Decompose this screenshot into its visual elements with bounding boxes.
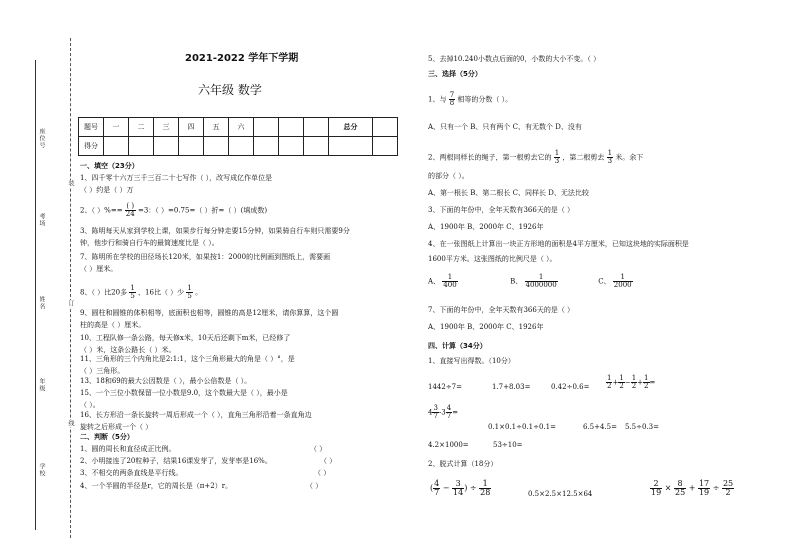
- calc-item: 0.42÷0.6=: [551, 383, 590, 391]
- fraction: [449, 92, 455, 107]
- calc-expression: 0.5×2.5×12.5×64: [528, 490, 593, 498]
- denominator: 4000000: [525, 281, 557, 289]
- denominator: 2: [644, 382, 649, 390]
- question-text: 9、圆柱和圆锥的体积相等，底面积也相等，圆锥的高是12厘米，请你算算，这个圆: [80, 309, 339, 317]
- answer-blank: （ ）: [314, 469, 331, 477]
- table-cell-total: 总分: [329, 118, 373, 137]
- text-segment: 4: [428, 408, 433, 417]
- question-text: 3、陈明每天从家到学校上课，如果步行每分钟走要15分钟，如果骑自行车则只需要9分: [80, 227, 350, 235]
- choice-options: A、第一根长 B、第二根长 C、同样长 D、无法比较: [428, 189, 589, 197]
- answer-blank: （ ）: [320, 457, 337, 465]
- table-cell: [329, 137, 373, 156]
- question-text: 1600平方米。这张图纸的比例尺是（ ）。: [428, 255, 557, 263]
- denominator: 14: [453, 488, 464, 497]
- numerator: 1: [187, 284, 192, 292]
- text-segment: =3：（ ）=0.75=（ ）折=（ ）(填成数): [137, 206, 268, 215]
- question-text: 7、下面的年份中，全年天数有366天的是（ ）: [428, 306, 575, 314]
- subsection-title: 2、脱式计算（18分）: [428, 460, 498, 468]
- table-cell: 一: [104, 118, 129, 137]
- question-text: 3、下面的年份中，全年天数有366天的是（ ）: [428, 206, 575, 214]
- calc-item: 5.5÷0.3=: [625, 423, 659, 431]
- numerator: 1: [130, 284, 135, 292]
- fraction: [722, 480, 734, 497]
- text-segment: ，第二根剪去: [562, 153, 605, 162]
- section-2-title: 二、判断（5分）: [80, 433, 134, 441]
- text-segment: 米。余下: [615, 153, 644, 162]
- numerator: ( ): [126, 202, 135, 210]
- grade-subject-title: 六年级 数学: [198, 83, 262, 97]
- table-cell: [279, 118, 304, 137]
- numerator: 1: [442, 274, 457, 282]
- fraction: [607, 150, 613, 165]
- table-cell: [304, 137, 329, 156]
- table-cell: 得分: [79, 137, 104, 156]
- text-segment: 2、两根同样长的绳子，第一根剪去它的: [428, 153, 552, 162]
- table-cell: [154, 137, 179, 156]
- numerator: 4: [446, 404, 452, 412]
- question-text: 5、去掉10.240小数点后面的0，小数的大小不变。（ ）: [428, 55, 601, 63]
- text-segment: C、: [598, 277, 611, 286]
- fraction: [674, 480, 686, 497]
- table-cell: 五: [204, 118, 229, 137]
- question-text: [80, 285, 202, 300]
- numerator: 1: [613, 274, 633, 282]
- binding-label-name: 姓名: [38, 296, 45, 310]
- numerator: 7: [449, 91, 455, 99]
- question-text: 旋转之后形成一个（ ）: [80, 423, 153, 431]
- table-cell: [254, 137, 279, 156]
- question-text: 柱的高是（ ）厘米。: [80, 321, 146, 329]
- numerator: 1: [607, 149, 613, 157]
- score-table-score-row: [79, 137, 398, 156]
- question-text: 7、陈明所在学校的田径场长120米，如果按1：2000的比例画到图纸上，需要画: [80, 253, 331, 261]
- score-table: [78, 117, 398, 156]
- numerator: 1: [525, 274, 558, 282]
- text-segment: =: [452, 408, 459, 417]
- text-segment: A、: [428, 277, 441, 286]
- denominator: 2: [631, 382, 637, 390]
- fraction: [129, 285, 135, 300]
- binding-label-school: 学校: [38, 463, 45, 477]
- denominator: 2: [619, 382, 624, 390]
- choice-options: A、1900年 B、2000年 C、1926年: [428, 323, 544, 331]
- calc-expression: $\frac{2}{19}$ × $\frac{8}{25}$ + $\frac{17}{19}$ ÷ $\frac{25}{2}$: [651, 479, 734, 497]
- section-4-title: 四、计算（34分）: [428, 342, 487, 350]
- fraction: [479, 480, 491, 497]
- denominator: 24: [125, 210, 135, 218]
- denominator: 28: [480, 488, 491, 497]
- text-segment: -3: [438, 408, 446, 417]
- denominator: 7: [446, 412, 452, 420]
- question-text: 16、长方形沿一条长旋转一周后形成一个（ ），直角三角形沿着一条直角边: [80, 411, 312, 419]
- denominator: 19: [651, 488, 662, 497]
- numerator: 4: [434, 479, 440, 488]
- table-cell: 二: [129, 118, 154, 137]
- question-text: [428, 92, 512, 107]
- calc-expression: ( $\frac{4}{7}$ − $\frac{3}{14}$ ) ÷ $\frac{1}{28}$: [430, 479, 491, 497]
- question-text: 1、圆的周长和直径成正比例。: [80, 445, 176, 453]
- binding-label-room: 考场: [38, 213, 45, 227]
- table-cell: [179, 137, 204, 156]
- question-text: （ ）厘米。: [80, 265, 118, 273]
- numerator: 17: [698, 479, 710, 488]
- binding-mark-zhuang: 装: [67, 180, 74, 187]
- question-text: 11、三角形的三个内角比是2:1:1，这个三角形最大的角是（ ）°，是: [80, 355, 295, 363]
- text-segment: 1、与: [428, 95, 447, 104]
- fraction: [125, 203, 136, 218]
- numerator: 25: [722, 479, 734, 488]
- denominator: 5: [130, 292, 135, 300]
- question-text: [428, 150, 643, 165]
- question-text: 1、四千零十六万三千三百二十七写作（ ），改写成亿作单位是: [80, 174, 273, 182]
- fraction: [650, 480, 662, 497]
- calc-item: 1.7+8.03=: [492, 383, 531, 391]
- section-1-title: 一、填空（23分）: [80, 162, 139, 170]
- answer-blank: （ ）: [310, 445, 327, 453]
- table-cell: [373, 137, 398, 156]
- text-segment: ，16比（ ）少: [138, 288, 185, 297]
- fraction: [631, 375, 637, 390]
- table-cell: [279, 137, 304, 156]
- choice-options: A、1900年 B、2000年 C、1926年: [428, 223, 544, 231]
- question-text: 3、不相交的两条直线是平行线。: [80, 469, 183, 477]
- fraction: [643, 375, 649, 390]
- calc-item: 53÷10=: [493, 441, 523, 449]
- table-cell: [254, 118, 279, 137]
- fraction: [606, 375, 612, 390]
- section-3-title: 三、选择（5分）: [428, 70, 482, 78]
- numerator: 8: [674, 480, 686, 489]
- table-cell: 六: [229, 118, 254, 137]
- table-cell: [129, 137, 154, 156]
- denominator: 3: [607, 157, 613, 165]
- cut-line: [70, 38, 71, 538]
- question-text: 钟，他步行和骑自行车的最简速度比是（ ）。: [80, 239, 219, 247]
- choice-options: [428, 274, 633, 289]
- calc-item: 0.1×0.1÷0.1÷0.1=: [488, 423, 556, 431]
- numerator: 1: [554, 149, 560, 157]
- table-cell: [204, 137, 229, 156]
- numerator: 3: [433, 404, 438, 412]
- choice-options: A、只有一个 B、只有两个 C、有无数个 D、没有: [428, 123, 582, 131]
- calc-item: 1442÷7=: [428, 383, 462, 391]
- question-text: [80, 203, 267, 218]
- question-text: 4、一个半圆的半径是r，它的周长是（π+2）r。: [80, 482, 233, 490]
- numerator: 1: [631, 374, 637, 382]
- fraction: [186, 285, 192, 300]
- fraction: [452, 480, 464, 497]
- binding-label-seat: 座位号: [38, 128, 45, 149]
- numerator: 1: [619, 374, 624, 382]
- question-text: 4、在一张图纸上计算出一块正方形地的面积是4平方厘米，已知这块地的实际面积是: [428, 240, 689, 248]
- binding-mark-ding: 订: [67, 300, 74, 307]
- question-text: （ ）。: [80, 401, 100, 409]
- text-segment: 。: [195, 288, 203, 297]
- calc-item: 6.5+4.5=: [583, 423, 617, 431]
- table-cell: [229, 137, 254, 156]
- binding-label-grade: 年级: [38, 378, 45, 392]
- table-cell: [104, 137, 129, 156]
- denominator: 2: [607, 382, 612, 390]
- denominator: 8: [449, 99, 455, 107]
- fraction: [613, 274, 633, 289]
- denominator: 3: [554, 157, 560, 165]
- table-cell: 题号: [79, 118, 104, 137]
- question-text: 13、18和69的最大公因数是（ ），最小公倍数是（ ）。: [80, 377, 252, 385]
- table-cell: [373, 118, 398, 137]
- school-year-title: 2021-2022 学年下学期: [185, 53, 299, 64]
- text-segment: B、: [510, 277, 523, 286]
- calc-item: [428, 405, 458, 420]
- table-cell: [304, 118, 329, 137]
- question-text: 的部分（ ）。: [428, 172, 469, 180]
- fraction: [433, 480, 440, 497]
- fraction: [554, 150, 560, 165]
- question-text: （ ）约是（ ）万: [80, 186, 134, 194]
- question-text: 10、工程队修一条公路，每天修x米，10天后还剩下m米，已经修了: [80, 334, 291, 342]
- denominator: 7: [434, 488, 440, 497]
- answer-blank: （ ）: [306, 482, 323, 490]
- denominator: 7: [433, 412, 438, 420]
- numerator: 1: [479, 480, 491, 489]
- question-text: （ ）米，这条公路长（ ）米。: [80, 346, 176, 354]
- table-cell: 四: [179, 118, 204, 137]
- fraction: [442, 274, 457, 289]
- binding-mark-xian: 线: [67, 420, 74, 427]
- subsection-title: 1、直接写出得数。（10分）: [428, 357, 515, 365]
- question-text: 2、小明接连了20粒种子，结果16课发芽了，发芽率是16%。: [80, 457, 272, 465]
- fraction: [618, 375, 624, 390]
- numerator: 1: [607, 374, 612, 382]
- calc-item: $\frac{1}{2}$ + $\frac{1}{2}$ − $\frac{1}{2}$ + $\frac{1}{2}$ =: [607, 374, 656, 390]
- score-table-header-row: [79, 118, 398, 137]
- question-text: 15、一个三位小数保留一位小数是9.0，这个数最大是（ ），最小是: [80, 389, 288, 397]
- denominator: 5: [187, 292, 192, 300]
- fraction: [525, 274, 558, 289]
- denominator: 2: [725, 488, 731, 497]
- numerator: 1: [644, 374, 649, 382]
- fraction: [698, 480, 710, 497]
- denominator: 19: [698, 488, 710, 497]
- calc-item: 4.2×1000=: [428, 441, 469, 449]
- binding-line: [35, 60, 36, 530]
- question-text: （ ）三角形。: [80, 367, 125, 375]
- text-segment: 2、（ ）%==: [80, 206, 123, 215]
- numerator: 3: [452, 480, 464, 489]
- table-cell: 三: [154, 118, 179, 137]
- denominator: 25: [674, 488, 686, 497]
- text-segment: 8、（ ）比20多: [80, 288, 128, 297]
- numerator: 2: [650, 480, 662, 489]
- denominator: 400: [443, 281, 457, 289]
- denominator: 2000: [613, 281, 632, 289]
- text-segment: 相等的分数（ ）。: [457, 95, 513, 104]
